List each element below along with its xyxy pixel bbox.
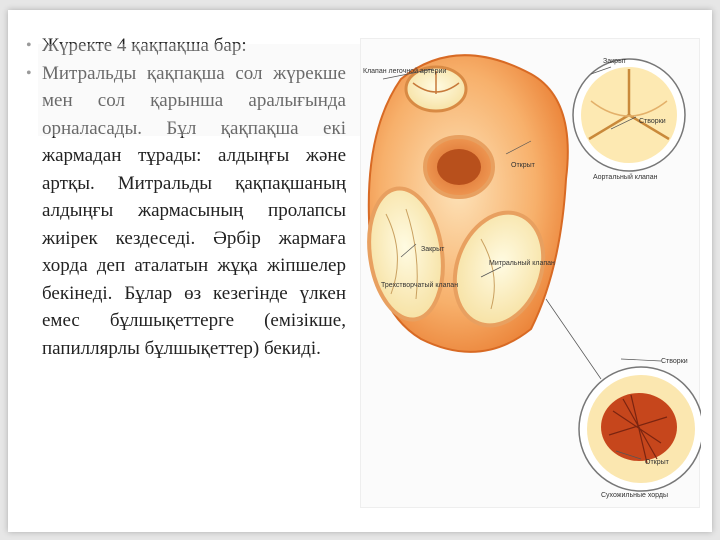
bullet-text-1: Жүректе 4 қақпақша бар: (42, 35, 247, 56)
bullet-dot-icon: • (26, 37, 32, 54)
slide (8, 10, 712, 532)
bullet-list (24, 32, 346, 362)
bullet-text-2: Митральды қақпақша сол жүрекше мен сол қарынша аралығында орналасады. Бұл қақпақша екі жармадан тұрады: алдыңғы және артқы. Митральды қақпақшаның алдыңғы жармасының пролапсы жиірек кездеседі. Әрбір жармаға хорда деп аталатын жұқа жіпшелер бекінеді. Бұлар өз кезегінде үлкен емес бұлшықеттерге (емізікше, папиллярлы бұлшықеттер) бекиді. (42, 62, 346, 359)
label-open-mid: Открыт (511, 162, 535, 169)
bullet-dot-icon: • (26, 64, 32, 82)
label-open-bottom: Открыт (645, 459, 669, 466)
heart-valves-illustration (361, 39, 701, 509)
bullet-item-1 (24, 32, 346, 60)
label-chordae: Сухожильные хорды (601, 492, 669, 499)
bullet-item-2 (24, 60, 346, 363)
label-closed-left: Закрыт (421, 246, 445, 253)
label-stvorki-bottom: Створки (661, 358, 688, 365)
label-stvorki-top: Створки (639, 118, 666, 125)
label-aortic: Аортальный клапан (593, 174, 658, 181)
label-closed-top: Закрыт (603, 58, 627, 65)
label-mitral: Митральный клапан (489, 260, 555, 267)
heart-valves-figure (360, 38, 700, 508)
label-tricuspid: Трехстворчатый клапан (381, 282, 459, 289)
label-pulmonary: Клапан легочной артерии (363, 68, 447, 75)
